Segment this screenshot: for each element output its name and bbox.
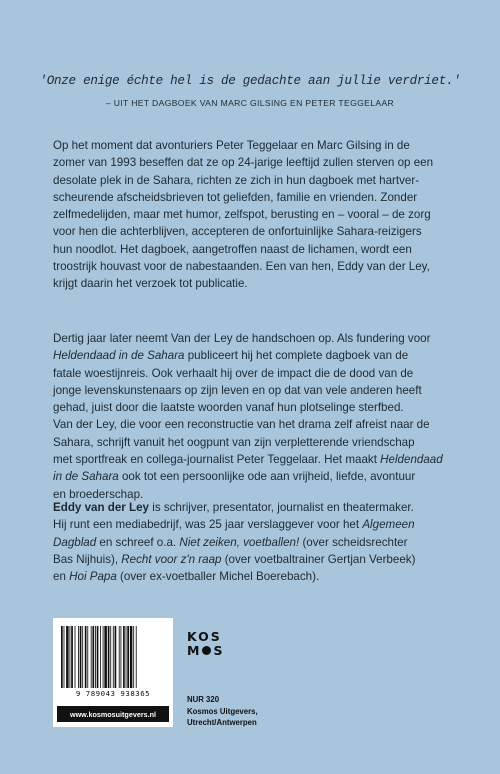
author-bio (53, 499, 457, 585)
barcode-bar (61, 626, 63, 688)
barcode-bar (85, 626, 87, 688)
author-name: Eddy van der Ley (53, 501, 150, 514)
barcode-bar (70, 626, 71, 688)
book-title: Hoi Papa (69, 570, 117, 584)
text-line (53, 516, 457, 533)
book-title: Recht voor z'n raap (121, 552, 222, 566)
barcode-bar (78, 626, 79, 688)
barcode-bar (115, 626, 117, 688)
barcode-bars (61, 626, 165, 688)
nur-code: NUR 320 (187, 695, 220, 704)
epigraph (0, 74, 500, 108)
barcode-bar (130, 626, 133, 688)
publisher-city: Utrecht/Antwerpen (187, 718, 257, 728)
text-span: (over scheidsrechter (299, 535, 408, 549)
barcode-bar (80, 626, 82, 688)
book-title: Heldendaad (380, 453, 443, 467)
text-line: Op het moment dat avonturiers Peter Teggelaar en Marc Gilsing in de (53, 139, 410, 152)
barcode-bar (64, 626, 65, 688)
text-span: Hij runt een mediabedrijf, was 25 jaar verslaggever voor het (53, 518, 363, 532)
barcode-bar (108, 626, 110, 688)
barcode-bar (97, 626, 99, 688)
publisher-url: www.kosmosuitgevers.nl (57, 706, 169, 722)
newspaper-title: Algemeen (362, 518, 415, 532)
text-line (53, 499, 457, 516)
text-line (53, 468, 457, 485)
barcode-bar (100, 626, 101, 688)
text-line: zomer van 1993 beseffen dat ze op 24-jarige leeftijd zullen sterven op een (53, 156, 434, 170)
text-span: en (53, 570, 70, 584)
text-line: hun noodlot. Het dagboek, aangetroffen naast de lichamen, wordt een (53, 242, 412, 256)
text-span: Bas Nijhuis), (53, 552, 122, 566)
text-line: scheurende afscheidsbrieven tot geliefden, familie en vrienden. Zonder (53, 190, 418, 204)
barcode-bar (126, 626, 127, 688)
barcode-bar (121, 626, 122, 688)
text-span: (over voetbaltrainer Gertjan Verbeek) (221, 552, 416, 566)
barcode-bar (123, 626, 125, 688)
text-line (53, 347, 457, 364)
barcode-bar (91, 626, 92, 688)
text-span: met sportfreak en collega-journalist Peter Teggelaar. Het maakt (53, 453, 381, 467)
publisher-name: Kosmos Uitgevers, (187, 706, 258, 716)
barcode-bar (71, 626, 73, 688)
blurb-paragraph-1 (53, 137, 457, 293)
text-span: ook tot een persoonlijke ode aan vrijheid, liefde, avontuur (118, 470, 416, 484)
barcode-bar (110, 626, 111, 688)
logo-line-2 (187, 644, 224, 658)
epigraph-quote: 'Onze enige échte hel is de gedachte aan jullie verdriet.' (39, 74, 461, 88)
text-line (53, 551, 457, 568)
text-line: zelfmedelijden, maar met humor, zelfspot, berusting en – vooral – de zorg (53, 208, 431, 222)
isbn-barcode (53, 618, 173, 727)
barcode-bar (113, 626, 114, 688)
book-title: in de Sahara (53, 470, 119, 484)
book-title: Niet zeiken, voetballen! (179, 535, 300, 549)
text-line (53, 451, 457, 468)
text-line: voor hen die achterblijven, accepteren de onfortuinlijke Sahara-reizigers (53, 225, 422, 239)
logo-letter: M (187, 643, 202, 658)
text-line: krijgt daarin het verzoek tot publicatie. (53, 277, 248, 291)
barcode-bar (87, 626, 88, 688)
text-line: Dertig jaar later neemt Van der Ley de handschoen op. Als fundering voor (53, 332, 431, 345)
isbn-number: 9 789043 938365 (75, 689, 151, 698)
text-line: desolate plek in de Sahara, richten ze zich in hun dagboek met hartver- (53, 173, 420, 187)
newspaper-title: Dagblad (53, 535, 97, 549)
barcode-bar (103, 626, 104, 688)
text-span: publiceert hij het complete dagboek van de (184, 349, 409, 363)
text-line: Van der Ley, die voor een reconstructie van het drama zelf afreist naar de (53, 418, 430, 432)
text-line: Sahara, schrijft vanuit het oogpunt van zijn verpletterende vriendschap (53, 435, 415, 449)
barcode-bar (136, 626, 137, 688)
publisher-info (187, 694, 258, 729)
text-line: en broederschap. (53, 487, 144, 501)
text-line: jonge levenskunstenaars op zijn leven en op dat van vele anderen heeft (53, 383, 422, 397)
barcode-bar (104, 626, 107, 688)
barcode-bar (92, 626, 94, 688)
barcode-bar (95, 626, 96, 688)
text-span: (over ex-voetballer Michel Boerebach). (116, 570, 320, 584)
barcode-bar (75, 626, 76, 688)
text-span: en schreef o.a. (96, 535, 180, 549)
barcode-bar (119, 626, 120, 688)
text-line: troostrijk houvast voor de nabestaanden. Een van hen, Eddy van der Ley, (53, 260, 430, 274)
epigraph-source: – UIT HET DAGBOEK VAN MARC GILSING EN PETER TEGGELAAR (105, 98, 395, 108)
text-line: fatale woestijnreis. Ook verhaalt hij over de impact die de dood van de (53, 366, 414, 380)
book-title: Heldendaad in de Sahara (53, 349, 185, 363)
barcode-bar (127, 626, 129, 688)
logo-dot-icon (202, 646, 211, 655)
barcode-bar (66, 626, 69, 688)
barcode-bar (82, 626, 83, 688)
text-span: is schrijver, presentator, journalist en theatermaker. (149, 501, 414, 514)
text-line (53, 534, 457, 551)
publisher-logo (187, 630, 224, 658)
logo-letter: S (213, 643, 225, 658)
barcode-bar (133, 626, 134, 688)
logo-line-1: KOS (187, 629, 222, 644)
blurb-paragraph-2 (53, 330, 457, 503)
text-line: gehad, juist door die laatste woorden vanaf hun plotselinge sterfbed. (53, 401, 404, 415)
text-line (53, 568, 457, 585)
